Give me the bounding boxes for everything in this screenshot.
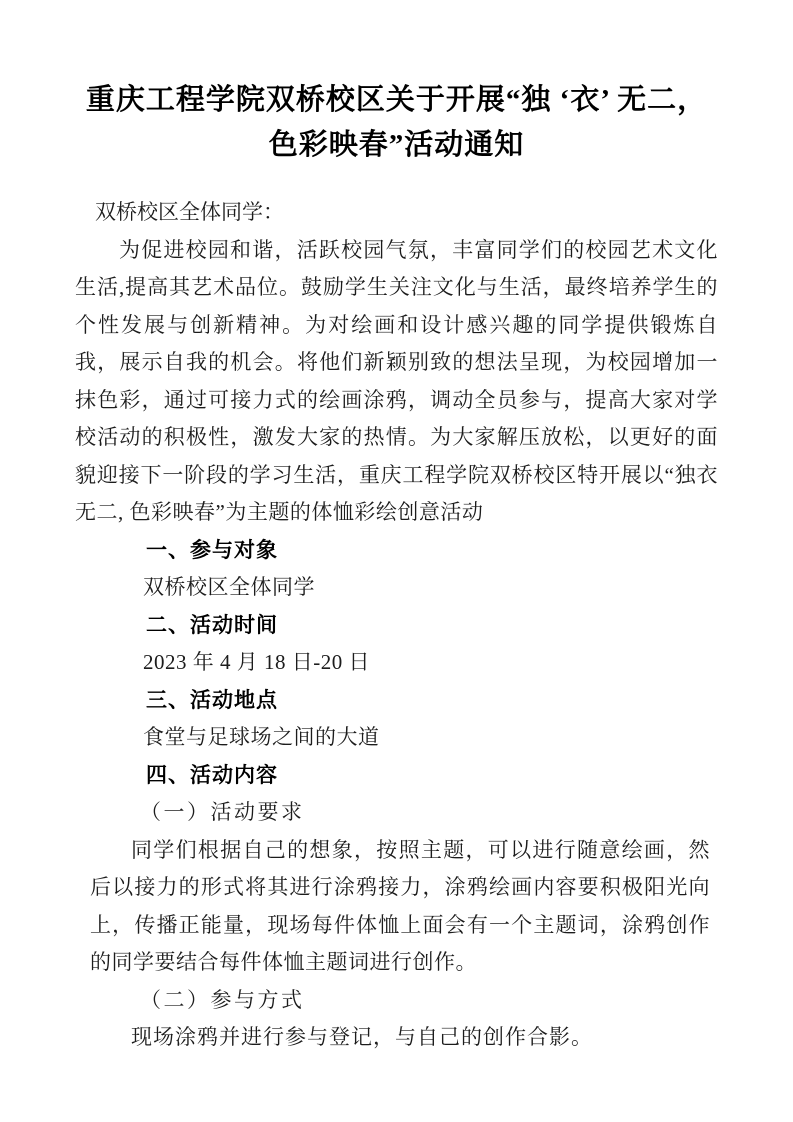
subsection-heading-requirements: （一）活动要求: [140, 800, 305, 824]
document-title-line-1: 重庆工程学院双桥校区关于开展“独 ‘衣’ 无二，: [85, 84, 708, 116]
section-content-location: 食堂与足球场之间的大道: [143, 725, 380, 749]
section-heading-location: 三、活动地点: [146, 688, 278, 712]
section-heading-content: 四、活动内容: [146, 763, 278, 787]
section-content-time: 2023 年 4 月 18 日-20 日: [143, 650, 370, 674]
document-title-line-2: 色彩映春”活动通知: [268, 129, 525, 161]
subsection-heading-participation: （二）参与方式: [140, 987, 305, 1012]
subsection-paragraph-requirements: 同学们根据自己的想象，按照主题，可以进行随意绘画，然后以接力的形式将其进行涂鸦接力，涂鸦绘画内容要积极阳光向上，传播正能量，现场每件体恤上面会有一个主题词，涂鸦创作的同学要结合每件体恤主题词进行创作。: [90, 837, 710, 974]
document-title: [75, 78, 718, 168]
salutation: 双桥校区全体同学：: [95, 200, 284, 224]
section-content-participants: 双桥校区全体同学: [143, 575, 315, 599]
intro-paragraph: 为促进校园和谐，活跃校园气氛，丰富同学们的校园艺术文化生活,提高其艺术品位。鼓励学生关注文化与生活，最终培养学生的个性发展与创新精神。为对绘画和设计感兴趣的同学提供锻炼自我，展示自我的机会。将他们新颖别致的想法呈现，为校园增加一抹色彩，通过可接力式的绘画涂鸦，调动全员参与，提高大家对学校活动的积极性，激发大家的热情。为大家解压放松，以更好的面貌迎接下一阶段的学习生活，重庆工程学院双桥校区特开展以“独衣无二, 色彩映春”为主题的体恤彩绘创意活动: [75, 237, 718, 524]
section-heading-time: 二、活动时间: [146, 613, 278, 637]
section-heading-participants: 一、参与对象: [146, 538, 278, 562]
subsection-paragraph-participation: 现场涂鸦并进行参与登记，与自己的创作合影。: [131, 1025, 593, 1049]
